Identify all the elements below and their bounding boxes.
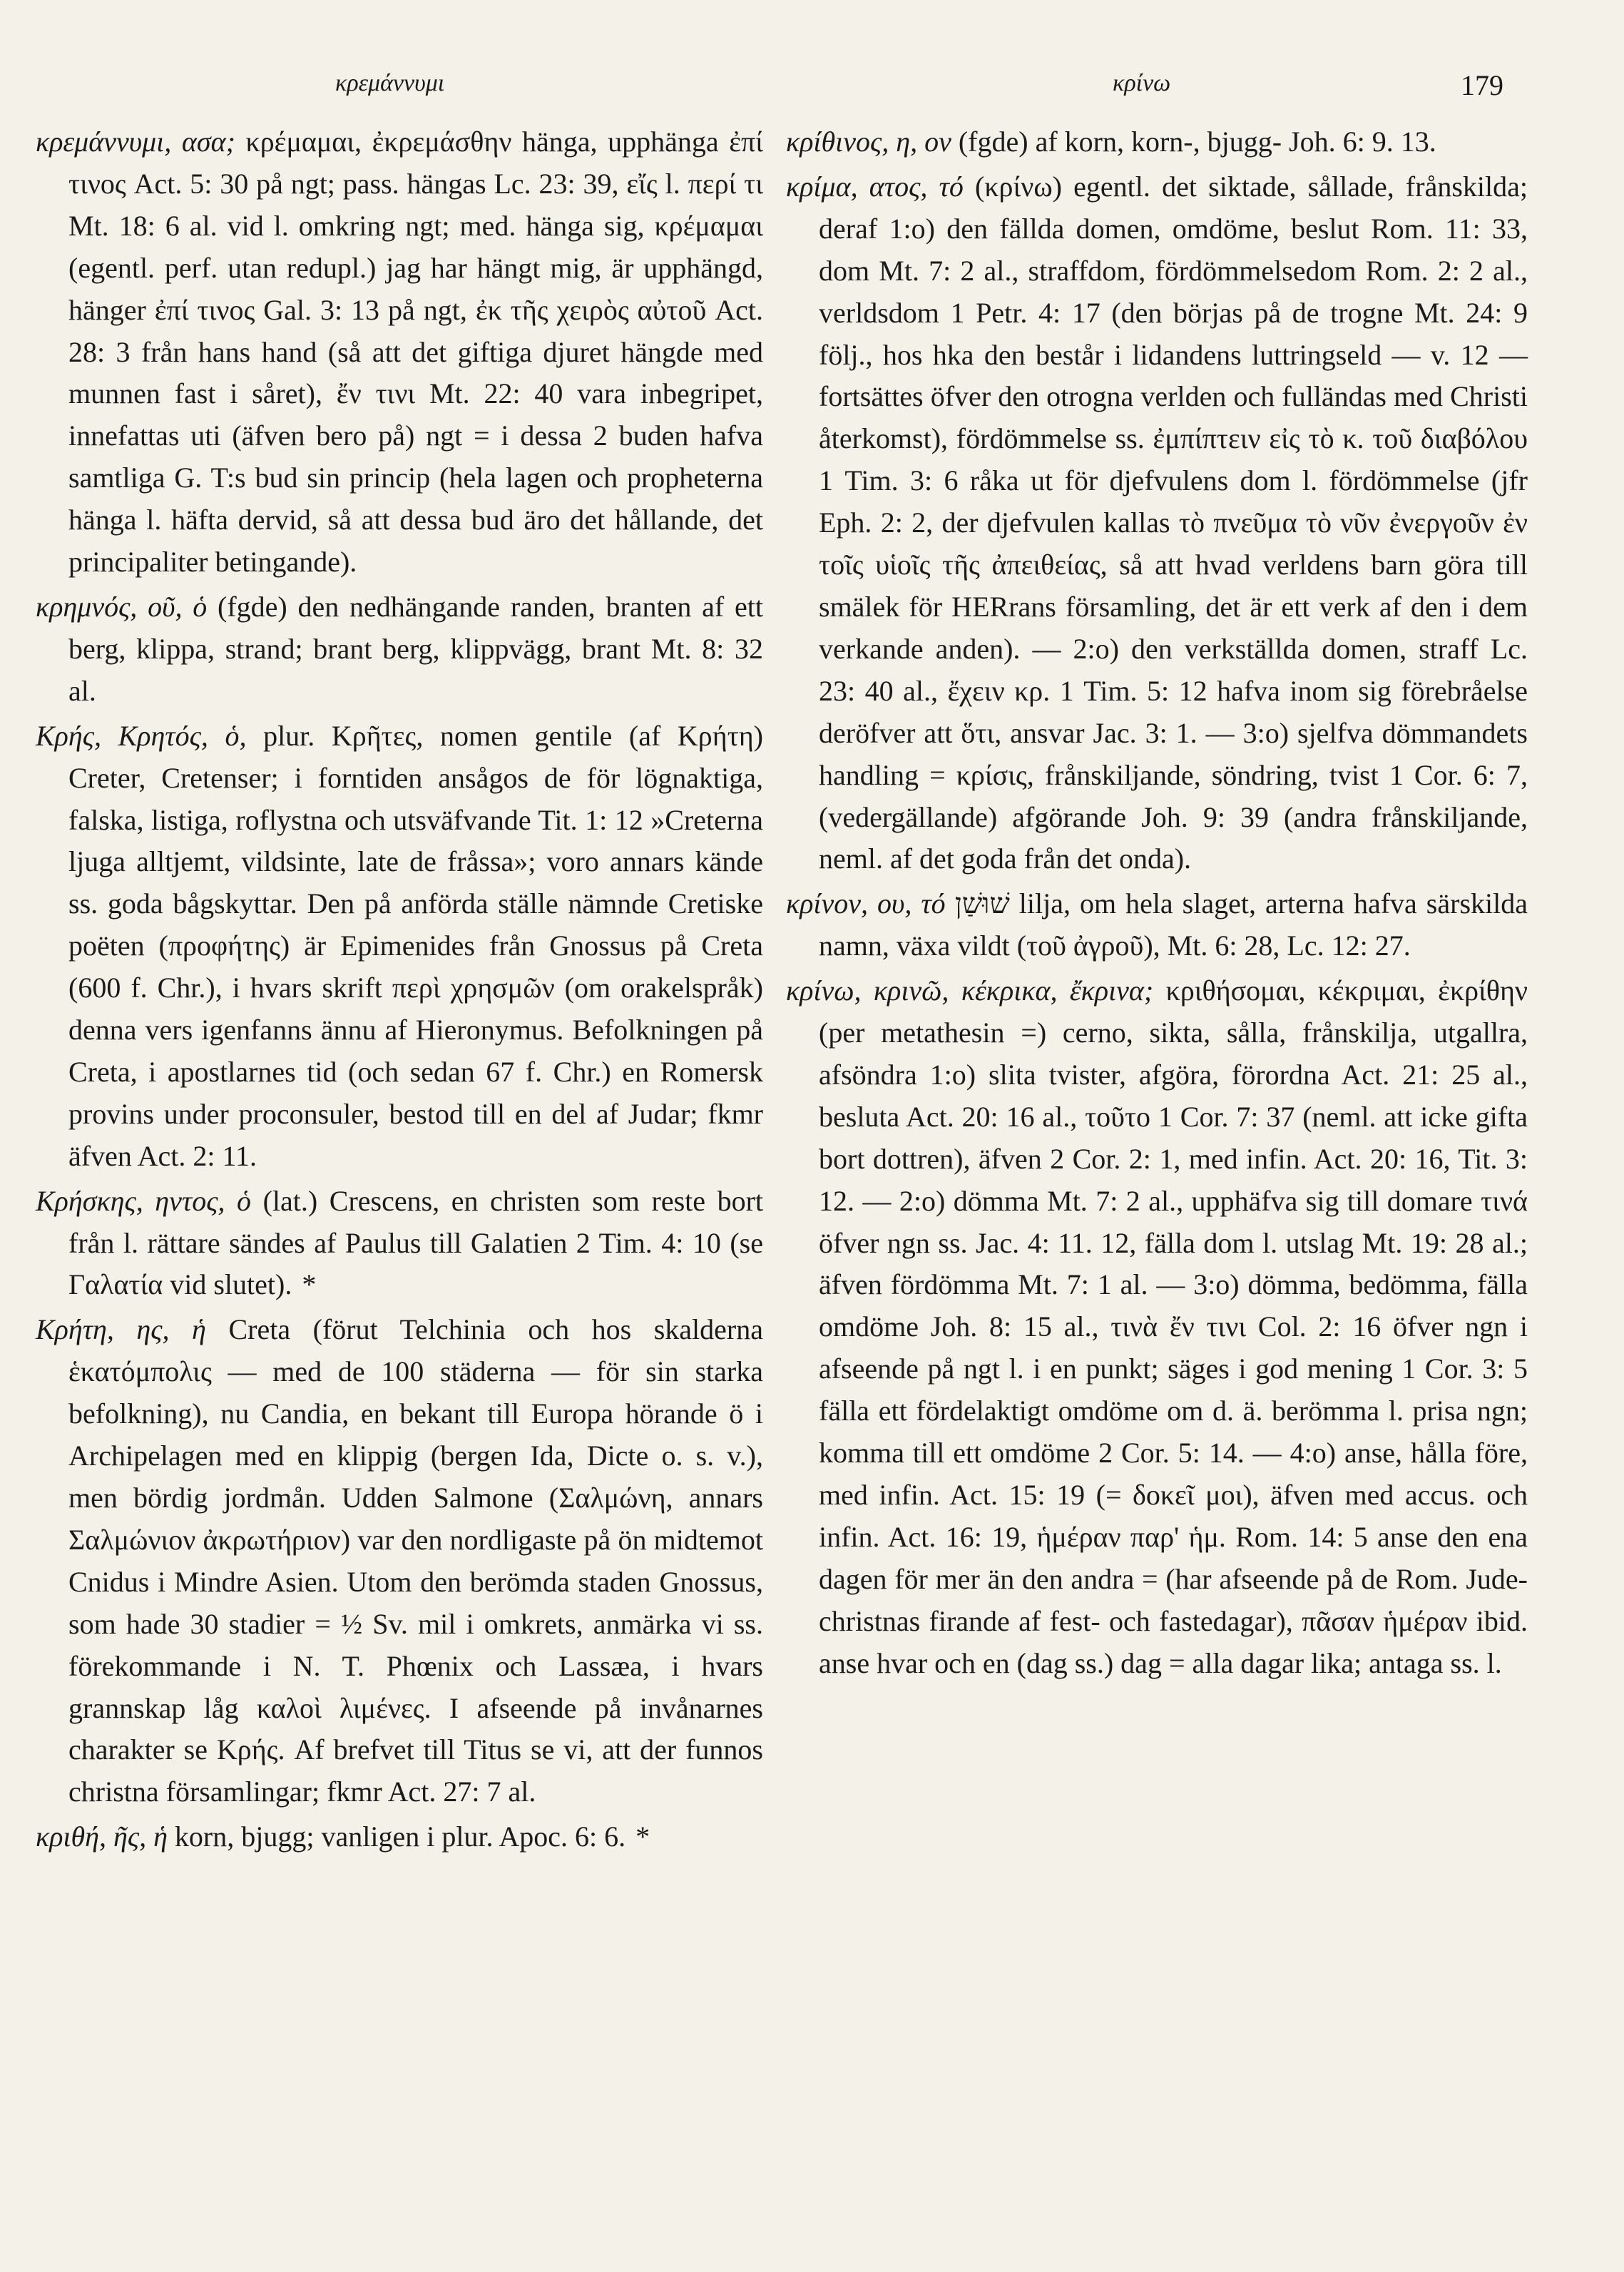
star-marker: * [635, 1820, 650, 1853]
entry-kreskes [36, 1181, 763, 1307]
left-column [36, 121, 763, 1858]
page-number: 179 [1461, 69, 1503, 101]
entry-body: (fgde) af korn, korn-, bjugg- Joh. 6: 9. 13. [951, 126, 1436, 158]
entry-body: (fgde) den nedhängande randen, branten af ett berg, klippa, strand; brant berg, klippvägg, brant Mt. 8: 32 al. [68, 590, 763, 707]
entry-krinon [786, 883, 1528, 967]
headword: Κρήτη, ης, ἡ [36, 1313, 206, 1346]
entry-kres [36, 715, 763, 1178]
headword: κρεμάννυμι, ασα; [36, 126, 235, 158]
entry-body: Creta (förut Telchinia och hos skalderna ἑκατόμπολις — med de 100 städerna — för sin starka befolkning), nu Candia, en bekant till Europa hörande ö i Archipelagen med en klippig (bergen Ida, Dicte o. s. v.), men bördig jordmån. Udden Salmone (Σαλμώνη, annars Σαλμώνιον ἀκρωτήριον) var den nordligaste på ön midtemot Cnidus i Mindre Asien. Utom den berömda staden Gnossus, som hade 30 stadier = ½ Sv. mil i omkrets, anmärka vi ss. förekommande i N. T. Phœnix och Lassæa, i hvars grannskap låg καλοὶ λιμένες. I afseende på invånarnes charakter se Κρής. Af brefvet till Titus se vi, att der funnos christna församlingar; fkmr Act. 27: 7 al. [68, 1313, 763, 1808]
left-running-head: κρεμάννυμι [335, 70, 445, 96]
headword: κρημνός, οῦ, ὁ [36, 590, 208, 623]
right-column [786, 121, 1528, 1685]
page-header [0, 70, 1624, 113]
entry-krithe [36, 1816, 763, 1858]
star-marker: * [302, 1268, 317, 1301]
entry-krino [786, 970, 1528, 1684]
entry-body: plur. Κρῆτες, nomen gentile (af Κρήτη) Creter, Cretenser; i forntiden ansågos de för lögnaktiga, falska, listiga, roflystna och utsväfvande Tit. 1: 12 »Creterna ljuga alltjemt, vildsinte, late de fråssa»; voro annars kände ss. goda bågskyttar. Den på anförda ställe nämnde Cretiske poëten (προφήτης) är Epimenides från Gnossus på Creta (600 f. Chr.), i hvars skrift περὶ χρησμῶν (om orakelspråk) denna vers igenfanns ännu af Hieronymus. Befolkningen på Creta, i apostlarnes tid (och sedan 67 f. Chr.) en Romersk provins under proconsuler, bestod till en del af Judar; fkmr äfven Act. 2: 11. [68, 719, 763, 1172]
entry-body: κριθήσομαι, κέκριμαι, ἐκρίθην (per metathesin =) cerno, sikta, sålla, frånskilja, utgallra, afsöndra 1:o) slita tvister, afgöra, förordna Act. 21: 25 al., besluta Act. 20: 16 al., τοῦτο 1 Cor. 7: 37 (neml. att icke gifta bort dottren), äfven 2 Cor. 2: 1, med infin. Act. 20: 16, Tit. 3: 12. — 2:o) dömma Mt. 7: 2 al., upphäfva sig till domare τινά öfver ngn ss. Jac. 4: 11. 12, fälla dom l. utslag Mt. 19: 28 al.; äfven fördömma Mt. 7: 1 al. — 3:o) dömma, bedömma, fälla omdöme Joh. 8: 15 al., τινὰ ἔν τινι Col. 2: 16 öfver ngn i afseende på ngt l. i en punkt; säges i god mening 1 Cor. 3: 5 fälla ett fördelaktigt omdöme om d. ä. berömma l. prisa ngn; komma till ett omdöme 2 Cor. 5: 14. — 4:o) anse, hålla före, med infin. Act. 15: 19 (= δοκεῖ μοι), äfven med accus. och infin. Act. 16: 19, ἡμέραν παρ' ἡμ. Rom. 14: 5 anse den ena dagen för mer än den andra = (har afseende på de Rom. Jude-christnas firande af fest- och fastedagar), πᾶσαν ἡμέραν ibid. anse hvar och en (dag ss.) dag = alla dagar lika; antaga ss. l. [819, 974, 1528, 1679]
headword: Κρής, Κρητός, ὁ, [36, 719, 247, 752]
headword: κρίνον, ου, τό [786, 887, 946, 920]
headword: κρίθινος, η, ον [786, 126, 951, 158]
headword: κριθή, ῆς, ἡ [36, 1820, 168, 1853]
right-running-head: κρίνω [1113, 70, 1171, 96]
headword: Κρήσκης, ηντος, ὁ [36, 1184, 252, 1217]
entry-body: (κρίνω) egentl. det siktade, sållade, frånskilda; deraf 1:o) den fällda domen, omdöme, beslut Rom. 11: 33, dom Mt. 7: 2 al., straffdom, fördömmelsedom Rom. 2: 2 al., verldsdom 1 Petr. 4: 17 (den börjas på de trogne Mt. 24: 9 följ., hos hka den består i lidandens luttringseld — v. 12 — fortsättes öfver den otrogna verlden och fulländas med Christi återkomst), fördömmelse ss. ἐμπίπτειν εἰς τὸ κ. τοῦ διαβόλου 1 Tim. 3: 6 råka ut för djefvulens dom l. fördömmelse (jfr Eph. 2: 2, der djefvulen kallas τὸ πνεῦμα τὸ νῦν ἐνεργοῦν ἐν τοῖς υἱοῖς τῆς ἀπειθείας, så att hvad verldens barn göra till smälek för HERrans församling, det är ett verk af den i dem verkande anden). — 2:o) den verkställda domen, straff Lc. 23: 40 al., ἔχειν κρ. 1 Tim. 5: 12 hafva inom sig förebråelse deröfver att ὅτι, ansvar Jac. 3: 1. — 3:o) sjelfva dömmandets handling = κρίσις, frånskiljande, söndring, tvist 1 Cor. 6: 7, (vedergällande) afgörande Joh. 9: 39 (andra frånskiljande, neml. af det goda från det onda). [819, 170, 1528, 875]
entry-krithinos [786, 121, 1528, 163]
entry-kremnos [36, 586, 763, 713]
headword: κρίμα, ατος, τό [786, 170, 964, 203]
headword: κρίνω, κρινῶ, κέκρικα, ἔκρινα; [786, 974, 1154, 1007]
entry-body: κρέμαμαι, ἐκρεμάσθην hänga, upphänga ἐπί τινος Act. 5: 30 på ngt; pass. hängas Lc. 23: 39, εἴς l. περί τι Mt. 18: 6 al. vid l. omkring ngt; med. hänga sig, κρέμαμαι (egentl. perf. utan redupl.) jag har hängt mig, är upphängd, hänger ἐπί τινος Gal. 3: 13 på ngt, ἐκ τῆς χειρὸς αὐτοῦ Act. 28: 3 från hans hand (så att det giftiga djuret hängde med munnen fast i såret), ἔν τινι Mt. 22: 40 vara inbegripet, innefattas uti (äfven bero på) ngt = i dessa 2 buden hafva samtliga G. T:s bud sin princip (hela lagen och propheterna hänga l. häfta dervid, så att dessa bud äro det hållande, det principaliter betingande). [68, 126, 763, 579]
entry-body: (lat.) Crescens, en christen som reste bort från l. rättare sändes af Paulus till Galatien 2 Tim. 4: 10 (se Γαλατία vid slutet). [68, 1184, 764, 1301]
entry-krete [36, 1309, 763, 1813]
entry-body: korn, bjugg; vanligen i plur. Apoc. 6: 6. [167, 1820, 626, 1853]
entry-krima [786, 166, 1528, 880]
entry-body: שׁוּשַׁן lilja, om hela slaget, arterna hafva särskilda namn, växa vildt (τοῦ ἀγροῦ), Mt. 6: 28, Lc. 12: 27. [819, 887, 1528, 962]
entry-kremannymi [36, 121, 763, 584]
